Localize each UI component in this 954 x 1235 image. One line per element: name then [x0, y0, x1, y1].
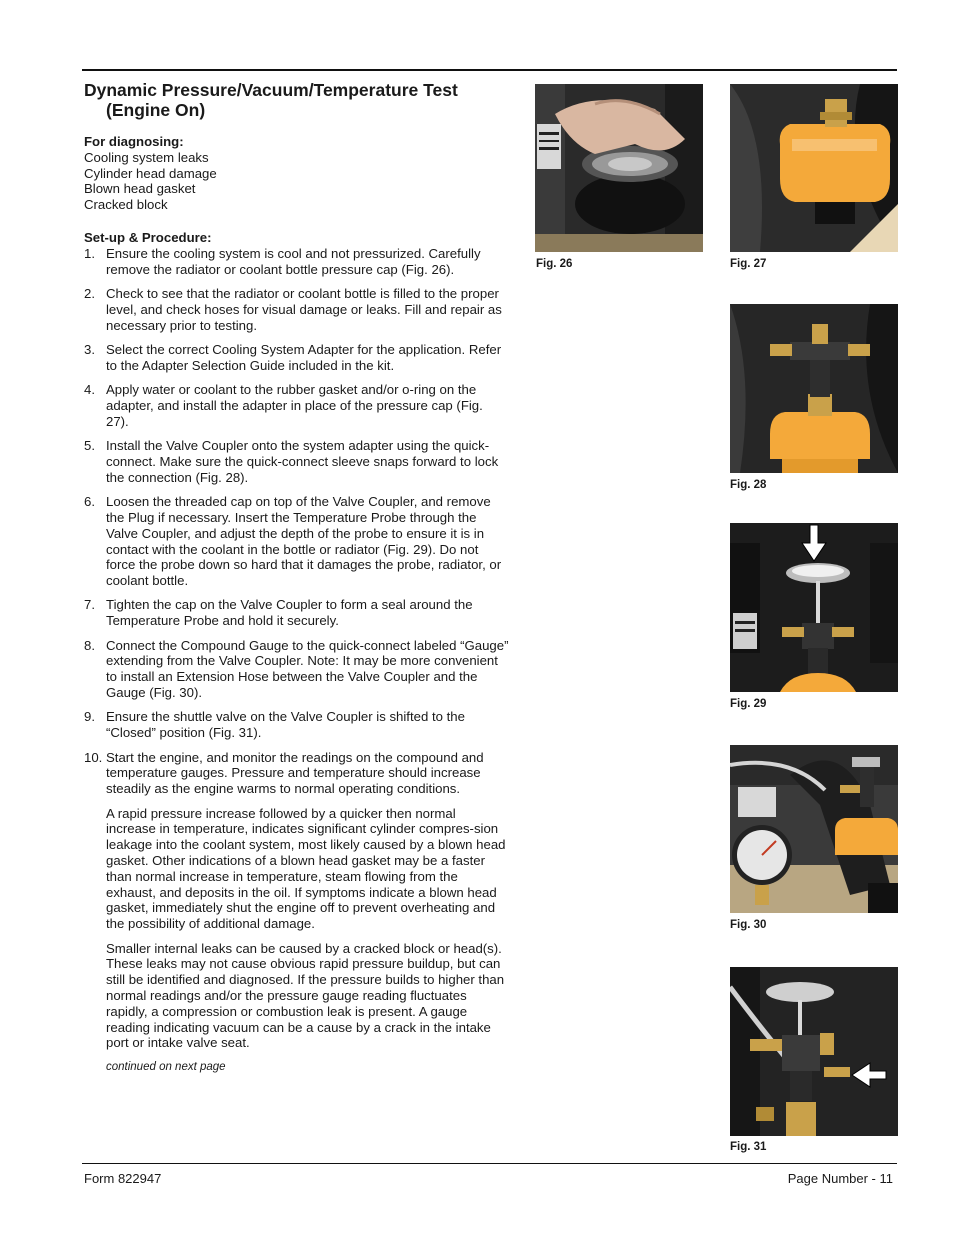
fig-26-photo	[535, 84, 703, 252]
form-number: Form 822947	[84, 1171, 162, 1186]
fig-30-photo	[730, 745, 898, 913]
fig-27-caption: Fig. 27	[730, 258, 767, 270]
step-item: 1. Ensure the cooling system is cool and not pressurized. Carefully remove the radiator or coolant bottle pressure cap (Fig. 26).	[84, 245, 481, 277]
step-item: 7. Tighten the cap on the Valve Coupler to form a seal around the Temperature Probe and hold it securely.	[84, 597, 473, 629]
diagnosing-heading: For diagnosing:	[84, 134, 184, 149]
diagnosing-item: Cracked block	[84, 197, 168, 213]
fig-26-caption: Fig. 26	[536, 258, 573, 270]
fig-28-caption: Fig. 28	[730, 479, 767, 491]
setup-heading: Set-up & Procedure:	[84, 229, 212, 245]
fig-27-photo	[730, 84, 898, 252]
diagnosing-item: Cylinder head damage	[84, 165, 217, 181]
fig-30-caption: Fig. 30	[730, 919, 767, 931]
fig-31-photo	[730, 967, 898, 1136]
diagnosing-item: Blown head gasket	[84, 181, 196, 197]
fig-31-caption: Fig. 31	[730, 1141, 767, 1153]
step-item: 9. Ensure the shuttle valve on the Valve Coupler is shifted to the “Closed” position (Fig. 31).	[84, 709, 465, 741]
step-item: 8. Connect the Compound Gauge to the quick-connect labeled “Gauge” extending from the Valve Coupler. Note: It may be more convenient to install an Extension Hose between the Valve Coupler and the Gauge (Fig. 30).	[84, 637, 509, 701]
diagnosing-item: Cooling system leaks	[84, 149, 209, 165]
continued-note: continued on next page	[106, 1061, 226, 1074]
diagnosing-list	[84, 150, 509, 213]
step-10-paragraph-2: Smaller internal leaks can be caused by a cracked block or head(s). These leaks may not cause obvious rapid pressure buildup, but can still be identified and diagnosed. If the pressure builds to higher than normal readings and/or the pressure gauge reading fluctuates rapidly, a compression or combustion leak is present. A gauge reading indicating vacuum can be a cause by a crack in the intake port or intake valve seat.	[106, 940, 505, 1051]
step-item: 10. Start the engine, and monitor the readings on the compound and temperature gauges. Pressure and temperature should increase steadily as the engine warms to normal operating conditions. A rapid pressure increase followed by a quicker then normal increase in temperature, indicates significant cylinder compres-sion leakage into the coolant system, most likely caused by a blown head gasket. Other indications of a blown head gasket may be a faster than normal increase in temperature, steam flowing from the exhaust, and deposits in the oil. If symptoms indicate a blown head gasket, immediately shut the engine off to prevent overheating and the possibility of additional damage. Smaller internal leaks can be caused by a cracked block or head(s). These leaks may not cause obvious rapid pressure buildup, but can still be identified and diagnosed. If the pressure builds to higher than normal readings and/or the pressure gauge reading fluctuates rapidly, a compression or combustion leak is present. A gauge reading indicating vacuum can be a cause by a crack in the intake port or intake valve seat.	[84, 750, 509, 1052]
step-item: 2. Check to see that the radiator or coolant bottle is filled to the proper level, and check hoses for visual damage or leaks. Fill and repair as necessary prior to testing.	[84, 285, 502, 333]
step-item: 6. Loosen the threaded cap on top of the Valve Coupler, and remove the Plug if necessary. Insert the Temperature Probe through the Valve Coupler, and adjust the depth of the probe to ensure it is in contact with the coolant in the bottle or radiator (Fig. 29). Do not force the probe down so hard that it damages the probe, radiator, or coolant bottle.	[84, 494, 502, 589]
step-item: 5. Install the Valve Coupler onto the system adapter using the quick-connect. Make sure the quick-connect sleeve snaps forward to lock the connection (Fig. 28).	[84, 438, 499, 485]
step-10-paragraph-1: A rapid pressure increase followed by a quicker then normal increase in temperature, indicates significant cylinder compres-sion leakage into the coolant system, most likely caused by a blown head gasket. Other indications of a blown head gasket may be a faster than normal increase in temperature, steam flowing from the exhaust, and deposits in the oil. If symptoms indicate a blown head gasket, immediately shut the engine off to prevent overheating and the possibility of additional damage.	[106, 805, 506, 932]
bottom-rule	[82, 1163, 897, 1164]
title-line-2: (Engine On)	[106, 100, 206, 120]
page-title	[84, 80, 509, 120]
procedure-steps	[84, 246, 509, 1051]
step-item: 3. Select the correct Cooling System Adapter for the application. Refer to the Adapter Selection Guide included in the kit.	[84, 341, 502, 373]
fig-28-photo	[730, 304, 898, 473]
top-rule	[82, 69, 897, 71]
fig-29-caption: Fig. 29	[730, 698, 767, 710]
fig-29-photo	[730, 523, 898, 692]
page-number: Page Number - 11	[787, 1171, 893, 1186]
step-item: 4. Apply water or coolant to the rubber gasket and/or o-ring on the adapter, and install the adapter in place of the pressure cap (Fig. 27).	[84, 382, 483, 429]
title-line-1: Dynamic Pressure/Vacuum/Temperature Test	[84, 80, 458, 100]
text-column	[84, 80, 509, 1076]
